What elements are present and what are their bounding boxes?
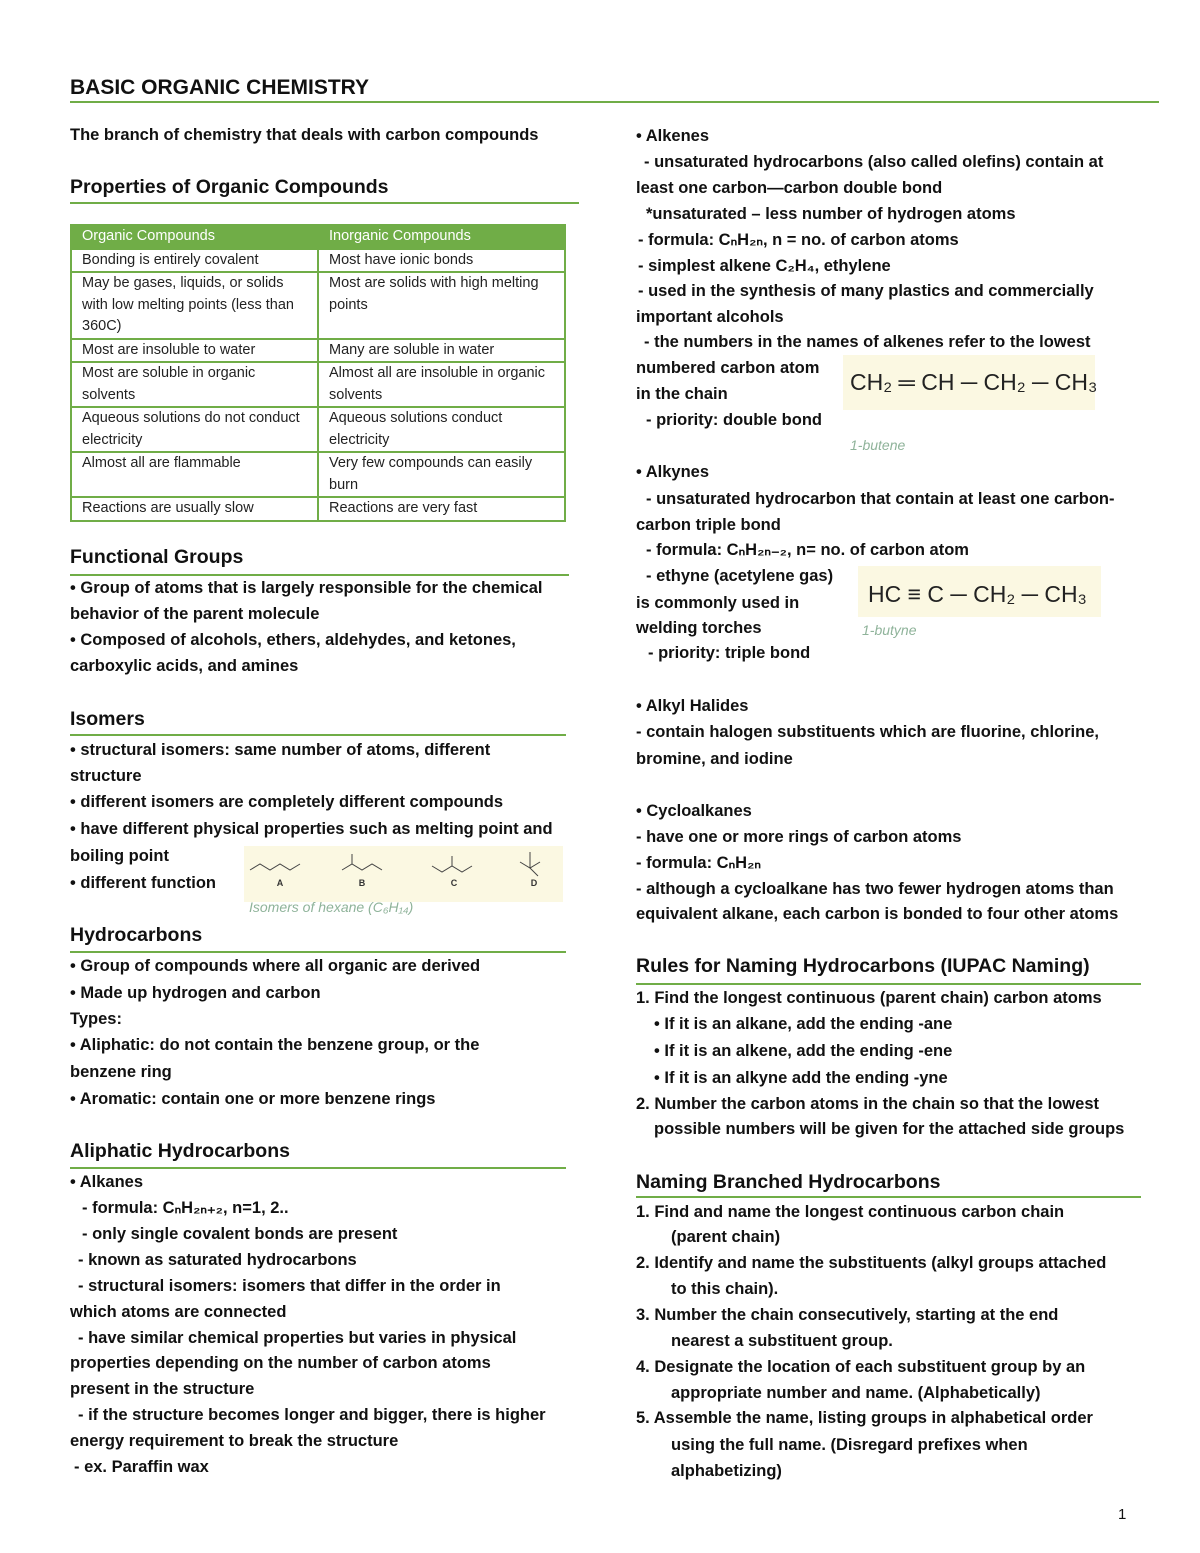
- rules-line: • If it is an alkane, add the ending -ane: [654, 1015, 953, 1033]
- butene-caption: 1-butene: [850, 437, 906, 453]
- hexane-isomers-caption: Isomers of hexane (C₆H₁₄): [249, 899, 414, 915]
- title-rule: [70, 101, 1159, 103]
- isomer-b-skeleton: [342, 854, 382, 870]
- table-header-cell: Organic Compounds: [71, 225, 318, 249]
- aliphatic-line: - ex. Paraffin wax: [74, 1458, 209, 1476]
- branched-line: nearest a substituent group.: [671, 1332, 893, 1350]
- aliphatic-line: - if the structure becomes longer and bigger, there is higher: [78, 1406, 546, 1424]
- rules-line: • If it is an alkyne add the ending -yne: [654, 1069, 948, 1087]
- table-row: [71, 272, 565, 339]
- isomers-rule: [70, 734, 566, 736]
- aliphatic-line: - structural isomers: isomers that differ in the order in: [78, 1277, 501, 1295]
- table-row: [71, 497, 565, 521]
- isomers-line: structure: [70, 767, 142, 785]
- branched-heading: Naming Branched Hydrocarbons: [636, 1171, 941, 1193]
- alkenes-line: - unsaturated hydrocarbons (also called olefins) contain at: [644, 153, 1104, 171]
- hexane-isomers-image: [244, 846, 563, 902]
- branched-line: 3. Number the chain consecutively, starting at the end: [636, 1306, 1059, 1324]
- alkenes-line: - priority: double bond: [646, 411, 822, 429]
- table-cell: Reactions are usually slow: [71, 497, 318, 521]
- alkynes-line: • Alkynes: [636, 463, 710, 481]
- branched-line: 4. Designate the location of each substituent group by an: [636, 1358, 1086, 1376]
- functional-groups-line: • Group of atoms that is largely responsible for the chemical: [70, 579, 543, 597]
- alkynes-line: - priority: triple bond: [648, 644, 811, 662]
- table-cell: Very few compounds can easily burn: [318, 452, 565, 497]
- hexane-isomers-figure: [244, 846, 563, 902]
- table-row: [71, 249, 565, 273]
- alkenes-line: *unsaturated – less number of hydrogen atoms: [646, 205, 1016, 223]
- isomers-line: • structural isomers: same number of atoms, different: [70, 741, 491, 759]
- functional-groups-heading: Functional Groups: [70, 546, 244, 568]
- aliphatic-rule: [70, 1167, 566, 1169]
- aliphatic-line: energy requirement to break the structure: [70, 1432, 399, 1450]
- alkenes-line: in the chain: [636, 385, 728, 403]
- aliphatic-line: properties depending on the number of carbon atoms: [70, 1354, 491, 1372]
- alkenes-line: • Alkenes: [636, 127, 710, 145]
- cycloalkanes-line: • Cycloalkanes: [636, 802, 752, 820]
- isomer-label-b: B: [358, 878, 366, 888]
- aliphatic-line: - have similar chemical properties but varies in physical: [78, 1329, 517, 1347]
- isomers-heading: Isomers: [70, 708, 145, 730]
- intro-text: The branch of chemistry that deals with carbon compounds: [70, 126, 539, 144]
- rules-line: possible numbers will be given for the attached side groups: [654, 1120, 1125, 1138]
- isomer-label-d: D: [530, 878, 538, 888]
- properties-heading: Properties of Organic Compounds: [70, 176, 389, 198]
- aliphatic-line: - known as saturated hydrocarbons: [78, 1251, 357, 1269]
- cycloalkanes-line: equivalent alkane, each carbon is bonded to four other atoms: [636, 905, 1119, 923]
- table-cell: Most are solids with high melting points: [318, 272, 565, 339]
- rules-line: • If it is an alkene, add the ending -ene: [654, 1042, 953, 1060]
- alkenes-line: important alcohols: [636, 308, 784, 326]
- alkenes-line: numbered carbon atom: [636, 359, 820, 377]
- aliphatic-line: which atoms are connected: [70, 1303, 287, 1321]
- branched-line: (parent chain): [671, 1228, 781, 1246]
- alkenes-line: - used in the synthesis of many plastics and commercially: [638, 282, 1094, 300]
- hydrocarbons-line: benzene ring: [70, 1063, 172, 1081]
- functional-groups-line: behavior of the parent molecule: [70, 605, 320, 623]
- table-cell: Aqueous solutions do not conduct electricity: [71, 407, 318, 452]
- table-header-row: [71, 225, 565, 249]
- cycloalkanes-line: - have one or more rings of carbon atoms: [636, 828, 962, 846]
- alkynes-line: - formula: CₙH₂ₙ₋₂, n= no. of carbon atom: [646, 541, 969, 559]
- butene-formula: CH₂ ═ CH ─ CH₂ ─ CH₃: [850, 369, 1098, 395]
- table-cell: Most are insoluble to water: [71, 339, 318, 363]
- isomers-line: boiling point: [70, 847, 169, 865]
- alkyl-halides-line: - contain halogen substituents which are fluorine, chlorine,: [636, 723, 1099, 741]
- hydrocarbons-line: Types:: [70, 1010, 122, 1028]
- branched-line: appropriate number and name. (Alphabetically): [671, 1384, 1041, 1402]
- rules-line: 1. Find the longest continuous (parent chain) carbon atoms: [636, 989, 1102, 1007]
- alkynes-line: - ethyne (acetylene gas): [646, 567, 834, 585]
- table-row: [71, 339, 565, 363]
- isomer-c-skeleton: [432, 856, 472, 872]
- table-cell: Reactions are very fast: [318, 497, 565, 521]
- isomers-line: • different function: [70, 874, 217, 892]
- comparison-table: [70, 224, 566, 522]
- alkenes-line: least one carbon—carbon double bond: [636, 179, 943, 197]
- functional-groups-line: carboxylic acids, and amines: [70, 657, 299, 675]
- isomer-label-c: C: [450, 878, 458, 888]
- alkynes-line: is commonly used in: [636, 594, 800, 612]
- page-title: BASIC ORGANIC CHEMISTRY: [70, 76, 370, 99]
- branched-line: 5. Assemble the name, listing groups in alphabetical order: [636, 1409, 1093, 1427]
- aliphatic-heading: Aliphatic Hydrocarbons: [70, 1140, 290, 1162]
- hydrocarbons-line: • Aromatic: contain one or more benzene rings: [70, 1090, 436, 1108]
- branched-line: to this chain).: [671, 1280, 779, 1298]
- table-cell: May be gases, liquids, or solids with low melting points (less than 360C): [71, 272, 318, 339]
- aliphatic-line: • Alkanes: [70, 1173, 144, 1191]
- table-header-cell: Inorganic Compounds: [318, 225, 565, 249]
- properties-rule: [70, 202, 579, 204]
- rules-heading: Rules for Naming Hydrocarbons (IUPAC Naming): [636, 955, 1090, 977]
- alkyl-halides-line: bromine, and iodine: [636, 750, 793, 768]
- branched-line: 1. Find and name the longest continuous carbon chain: [636, 1203, 1065, 1221]
- alkynes-line: welding torches: [636, 619, 762, 637]
- hydrocarbons-line: • Group of compounds where all organic are derived: [70, 957, 481, 975]
- alkyl-halides-line: • Alkyl Halides: [636, 697, 749, 715]
- table-cell: Most have ionic bonds: [318, 249, 565, 273]
- hydrocarbons-heading: Hydrocarbons: [70, 924, 203, 946]
- alkynes-line: - unsaturated hydrocarbon that contain at least one carbon-: [646, 490, 1115, 508]
- branched-line: alphabetizing): [671, 1462, 782, 1480]
- branched-rule: [636, 1196, 1141, 1198]
- aliphatic-line: - formula: CₙH₂ₙ₊₂, n=1, 2..: [82, 1199, 289, 1217]
- branched-line: 2. Identify and name the substituents (alkyl groups attached: [636, 1254, 1107, 1272]
- table-cell: Almost all are insoluble in organic solvents: [318, 362, 565, 407]
- functional-groups-line: • Composed of alcohols, ethers, aldehydes, and ketones,: [70, 631, 516, 649]
- isomer-label-a: A: [276, 878, 284, 888]
- cycloalkanes-line: - formula: CₙH₂ₙ: [636, 854, 761, 872]
- butyne-formula: HC ≡ C ─ CH₂ ─ CH₃: [868, 581, 1087, 607]
- table-cell: Almost all are flammable: [71, 452, 318, 497]
- butyne-caption: 1-butyne: [862, 622, 917, 638]
- table-row: [71, 452, 565, 497]
- branched-line: using the full name. (Disregard prefixes when: [671, 1436, 1028, 1454]
- page-number: 1: [1118, 1506, 1127, 1523]
- hydrocarbons-line: • Aliphatic: do not contain the benzene group, or the: [70, 1036, 480, 1054]
- table-row: [71, 407, 565, 452]
- table-cell: Most are soluble in organic solvents: [71, 362, 318, 407]
- alkenes-line: - simplest alkene C₂H₄, ethylene: [638, 257, 891, 275]
- alkenes-line: - formula: CₙH₂ₙ, n = no. of carbon atoms: [638, 231, 959, 249]
- isomer-d-skeleton: [520, 852, 540, 876]
- rules-line: 2. Number the carbon atoms in the chain so that the lowest: [636, 1095, 1099, 1113]
- hydrocarbons-line: • Made up hydrogen and carbon: [70, 984, 321, 1002]
- table-row: [71, 362, 565, 407]
- aliphatic-line: - only single covalent bonds are present: [82, 1225, 398, 1243]
- table-cell: Aqueous solutions conduct electricity: [318, 407, 565, 452]
- isomer-a-skeleton: [250, 864, 300, 870]
- table-cell: Many are soluble in water: [318, 339, 565, 363]
- table-cell: Bonding is entirely covalent: [71, 249, 318, 273]
- aliphatic-line: present in the structure: [70, 1380, 255, 1398]
- isomers-line: • have different physical properties such as melting point and: [70, 820, 553, 838]
- alkenes-line: - the numbers in the names of alkenes refer to the lowest: [644, 333, 1091, 351]
- cycloalkanes-line: - although a cycloalkane has two fewer hydrogen atoms than: [636, 880, 1114, 898]
- alkynes-line: carbon triple bond: [636, 516, 781, 534]
- isomers-line: • different isomers are completely different compounds: [70, 793, 504, 811]
